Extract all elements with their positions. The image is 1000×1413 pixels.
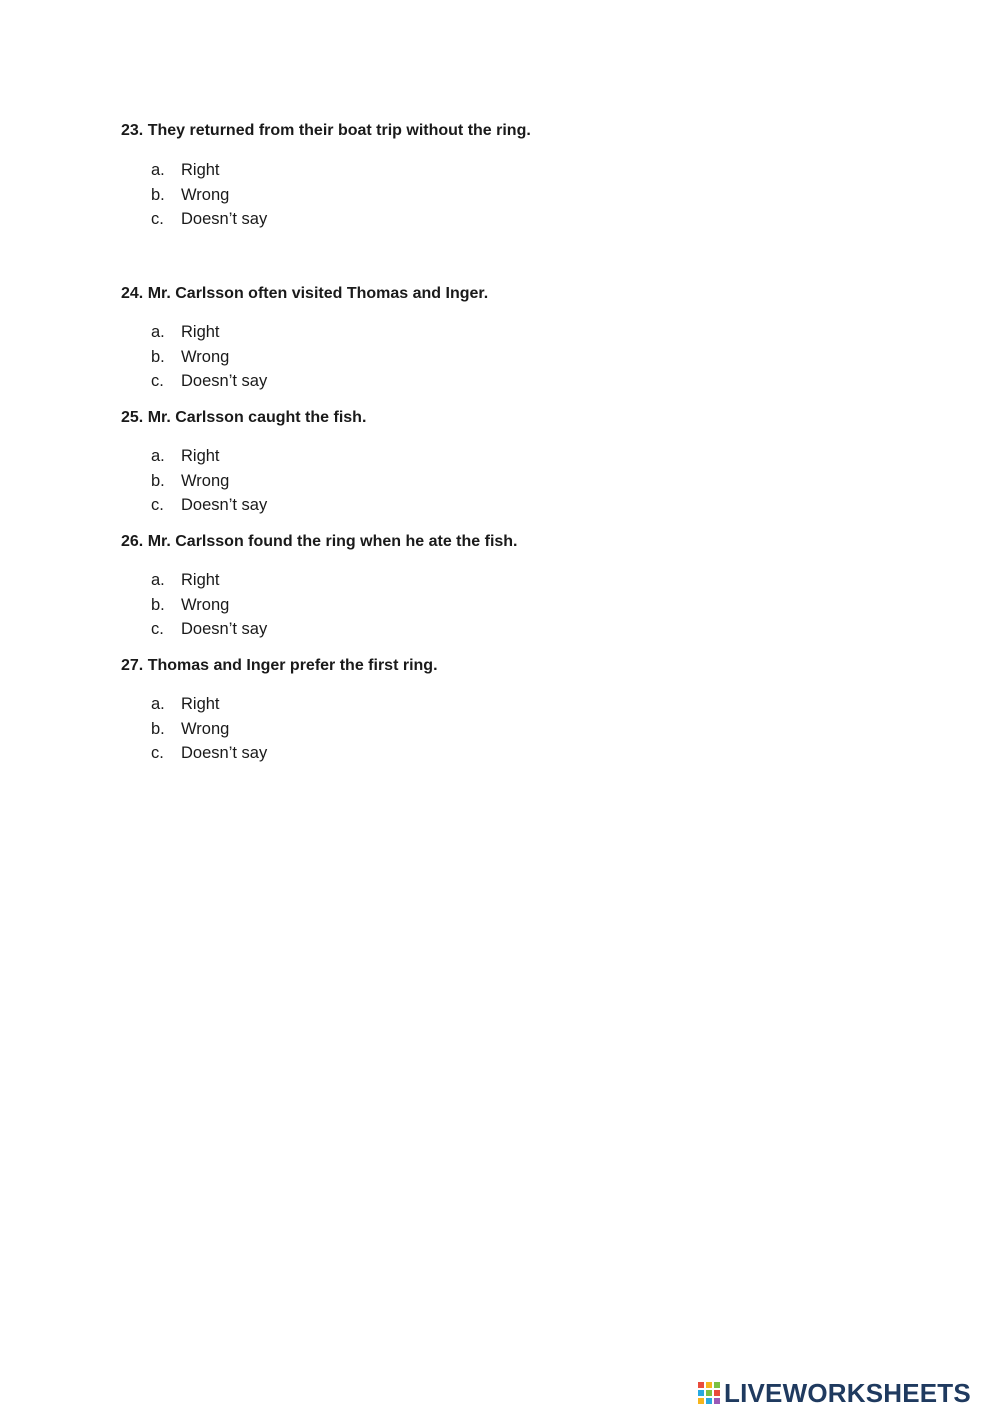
question-text: 27. Thomas and Inger prefer the first ring. — [121, 657, 438, 674]
answer-option-a[interactable] — [151, 158, 267, 183]
option-label: Right — [181, 571, 220, 589]
option-letter: c. — [151, 744, 164, 762]
answer-option-a[interactable] — [151, 320, 267, 345]
answer-options — [151, 692, 267, 766]
option-label: Doesn’t say — [181, 372, 268, 390]
option-label: Doesn’t say — [181, 496, 268, 514]
question-text: 26. Mr. Carlsson found the ring when he ate the fish. — [121, 533, 518, 550]
option-label: Wrong — [181, 471, 230, 490]
answer-options — [151, 320, 267, 394]
answer-option-c[interactable] — [151, 369, 267, 394]
option-letter: a. — [151, 571, 165, 589]
question-text: 24. Mr. Carlsson often visited Thomas and Inger. — [121, 285, 489, 302]
option-letter: a. — [151, 447, 165, 465]
answer-option-b[interactable] — [151, 717, 267, 742]
answer-option-c[interactable] — [151, 207, 267, 232]
option-letter: c. — [151, 372, 164, 390]
question-26 — [121, 532, 881, 638]
option-letter: a. — [151, 161, 165, 179]
answer-option-c[interactable] — [151, 493, 267, 518]
option-letter: c. — [151, 210, 164, 228]
option-label: Right — [181, 447, 220, 465]
answer-option-b[interactable] — [151, 345, 267, 370]
option-letter: b. — [151, 595, 165, 614]
answer-option-a[interactable] — [151, 568, 267, 593]
answer-options — [151, 158, 267, 232]
question-text: 25. Mr. Carlsson caught the fish. — [121, 409, 367, 426]
question-24 — [121, 284, 881, 390]
question-23 — [121, 121, 881, 228]
answer-option-a[interactable] — [151, 692, 267, 717]
question-27 — [121, 656, 881, 762]
option-letter: b. — [151, 719, 165, 738]
option-label: Right — [181, 323, 220, 341]
liveworksheets-logo — [698, 1379, 971, 1407]
answer-option-c[interactable] — [151, 741, 267, 766]
option-label: Doesn’t say — [181, 744, 268, 762]
option-label: Wrong — [181, 595, 230, 614]
liveworksheets-logo-icon — [698, 1382, 720, 1404]
option-letter: c. — [151, 496, 164, 514]
answer-option-b[interactable] — [151, 183, 267, 208]
question-text: 23. They returned from their boat trip without the ring. — [121, 122, 531, 139]
question-25 — [121, 408, 881, 514]
answer-options — [151, 568, 267, 642]
option-letter: a. — [151, 323, 165, 341]
answer-options — [151, 444, 267, 518]
option-letter: c. — [151, 620, 164, 638]
option-label: Wrong — [181, 185, 230, 204]
option-label: Right — [181, 161, 220, 179]
liveworksheets-logo-text: LIVEWORKSHEETS — [724, 1378, 971, 1408]
option-label: Wrong — [181, 347, 230, 366]
option-label: Right — [181, 695, 220, 713]
answer-option-b[interactable] — [151, 469, 267, 494]
answer-option-a[interactable] — [151, 444, 267, 469]
option-letter: b. — [151, 471, 165, 490]
option-letter: b. — [151, 185, 165, 204]
answer-option-b[interactable] — [151, 593, 267, 618]
option-label: Wrong — [181, 719, 230, 738]
option-letter: b. — [151, 347, 165, 366]
answer-option-c[interactable] — [151, 617, 267, 642]
option-letter: a. — [151, 695, 165, 713]
option-label: Doesn’t say — [181, 620, 268, 638]
option-label: Doesn’t say — [181, 210, 268, 228]
